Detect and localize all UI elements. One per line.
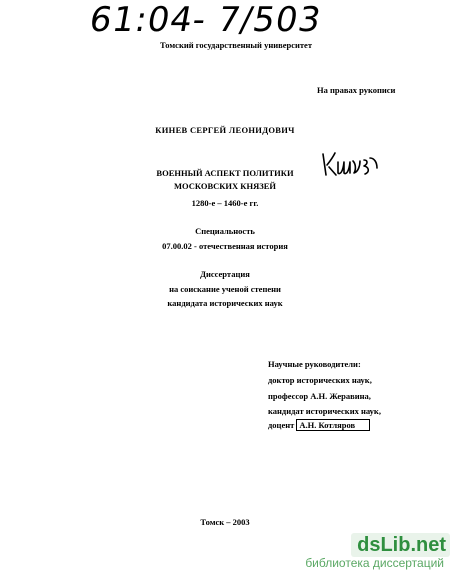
advisor-2-name-box: А.Н. Котляров — [296, 419, 370, 431]
advisor-2-line — [268, 420, 370, 430]
specialty-label: Специальность — [195, 226, 255, 236]
advisor-2-title: доцент — [268, 420, 295, 430]
dslib-logo-text: dsLib.net — [357, 533, 446, 556]
manuscript-rights-note: На правах рукописи — [317, 85, 396, 95]
dissertation-heading: Диссертация — [200, 269, 250, 279]
dissertation-field-line: кандидата исторических наук — [167, 298, 283, 308]
city-year: Томск – 2003 — [200, 517, 250, 527]
dissertation-degree-line: на соискание ученой степени — [169, 284, 281, 294]
advisors-heading: Научные руководители: — [268, 359, 361, 369]
handwritten-catalog-number: 61:04- 7/503 — [86, 0, 325, 40]
dslib-subtitle: библиотека диссертаций — [305, 556, 444, 570]
advisor-1-name: профессор А.Н. Жеравина, — [268, 391, 371, 401]
author-name: КИНЕВ СЕРГЕЙ ЛЕОНИДОВИЧ — [155, 125, 295, 135]
university-name: Томский государственный университет — [160, 40, 312, 50]
handwritten-signature — [320, 148, 380, 180]
thesis-years: 1280-е – 1460-е гг. — [191, 198, 259, 208]
specialty-value: 07.00.02 - отечественная история — [162, 241, 288, 251]
advisor-1-degree: доктор исторических наук, — [268, 375, 372, 385]
dslib-logo[interactable] — [351, 533, 450, 557]
advisor-2-degree: кандидат исторических наук, — [268, 406, 381, 416]
thesis-title-line-1: ВОЕННЫЙ АСПЕКТ ПОЛИТИКИ — [156, 168, 294, 178]
thesis-title-line-2: МОСКОВСКИХ КНЯЗЕЙ — [174, 181, 276, 191]
